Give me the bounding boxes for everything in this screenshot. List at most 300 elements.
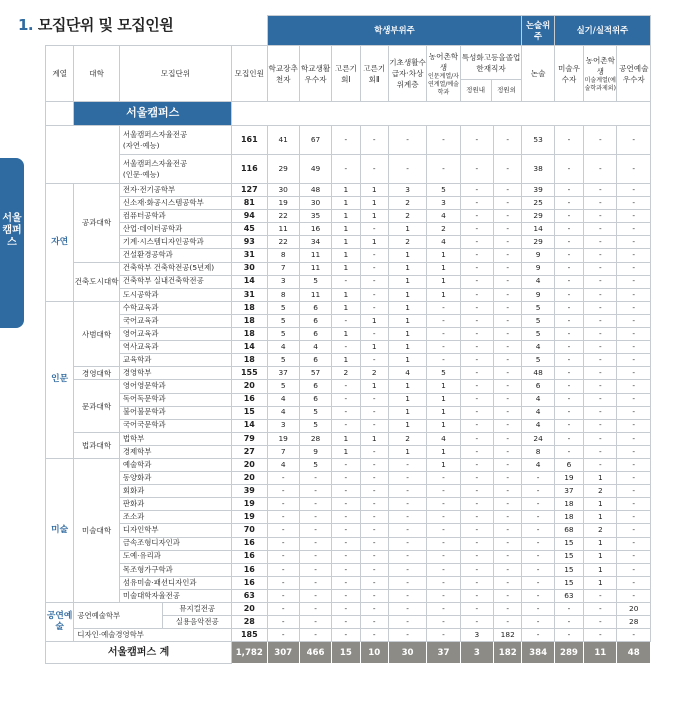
table-row (46, 524, 651, 537)
value-cell: - (360, 537, 388, 550)
unit-cell: 예술학과 (119, 458, 231, 471)
value-cell: - (332, 589, 360, 602)
value-cell: - (494, 458, 522, 471)
value-cell: 2 (360, 367, 388, 380)
value-cell: 5 (299, 275, 331, 288)
side-tab[interactable] (0, 158, 24, 328)
value-cell: 1 (388, 288, 426, 301)
category-cell: 자연 (46, 184, 74, 302)
value-cell: 68 (554, 524, 583, 537)
value-cell: - (360, 498, 388, 511)
unit-cell: 독어독문학과 (119, 393, 231, 406)
value-cell: - (584, 341, 617, 354)
value-cell: - (388, 498, 426, 511)
category-cell (46, 126, 120, 184)
value-cell: 1 (360, 380, 388, 393)
summary-value: 466 (299, 642, 331, 664)
unit-cell: 도시공학과 (119, 288, 231, 301)
value-cell: - (617, 432, 651, 445)
table-row (46, 511, 651, 524)
value-cell: 49 (299, 155, 331, 184)
value-cell: - (494, 155, 522, 184)
value-cell: - (332, 472, 360, 485)
value-cell: 1 (388, 406, 426, 419)
value-cell: 53 (522, 126, 554, 155)
value-cell: - (494, 498, 522, 511)
header-c6-sub: 인문계열/자연계열/예술학과 (427, 72, 459, 96)
value-cell: - (584, 314, 617, 327)
value-cell: - (360, 419, 388, 432)
value-cell: - (584, 419, 617, 432)
value-cell: 4 (522, 393, 554, 406)
value-cell: 1 (388, 262, 426, 275)
value-cell: - (427, 498, 460, 511)
value-cell: - (584, 432, 617, 445)
value-cell: - (554, 629, 583, 642)
value-cell: 5 (267, 328, 299, 341)
value-cell: - (617, 314, 651, 327)
value-cell: 1 (332, 262, 360, 275)
value-cell: 1 (332, 288, 360, 301)
summary-value: 10 (360, 642, 388, 664)
quota-cell: 18 (232, 314, 267, 327)
summary-total: 1,782 (232, 642, 267, 664)
header-c1: 학교장추천자 (267, 46, 299, 102)
value-cell: 1 (388, 301, 426, 314)
value-cell: - (494, 314, 522, 327)
header-quota: 모집인원 (232, 46, 267, 102)
value-cell: 1 (332, 432, 360, 445)
value-cell: 6 (299, 328, 331, 341)
value-cell: - (427, 314, 460, 327)
value-cell: 7 (267, 262, 299, 275)
sub-unit-cell: 뮤지컬전공 (163, 603, 232, 616)
quota-cell: 155 (232, 367, 267, 380)
value-cell: 1 (332, 197, 360, 210)
value-cell: 8 (267, 288, 299, 301)
value-cell: - (332, 616, 360, 629)
summary-value: 307 (267, 642, 299, 664)
value-cell: 1 (360, 432, 388, 445)
unit-cell: 수학교육과 (119, 301, 231, 314)
quota-cell: 45 (232, 223, 267, 236)
value-cell: 1 (332, 236, 360, 249)
value-cell: - (427, 328, 460, 341)
category-cell: 인문 (46, 301, 74, 458)
unit-cell: 기계·시스템디자인공학과 (119, 236, 231, 249)
value-cell: 182 (494, 629, 522, 642)
value-cell: - (427, 550, 460, 563)
sub-unit-cell: 실용음악전공 (163, 616, 232, 629)
value-cell: 1 (360, 236, 388, 249)
unit-cell: 국어국문학과 (119, 419, 231, 432)
value-cell: 6 (522, 380, 554, 393)
value-cell: 1 (584, 472, 617, 485)
unit-cell: 신소재·화공시스템공학부 (119, 197, 231, 210)
quota-cell: 20 (232, 380, 267, 393)
value-cell: - (332, 524, 360, 537)
value-cell: - (360, 406, 388, 419)
header-c6 (427, 46, 460, 102)
value-cell: 57 (299, 367, 331, 380)
value-cell: - (584, 589, 617, 602)
unit-cell: 법학부 (119, 432, 231, 445)
value-cell: 20 (617, 603, 651, 616)
value-cell: - (388, 458, 426, 471)
header-c7-main: 특성화고등을졸업한재직자 (461, 46, 522, 80)
value-cell: 11 (299, 288, 331, 301)
value-cell: 1 (388, 328, 426, 341)
value-cell: - (427, 126, 460, 155)
value-cell: 4 (522, 458, 554, 471)
value-cell: 1 (427, 419, 460, 432)
unit-cell: 경영학부 (119, 367, 231, 380)
value-cell: - (360, 550, 388, 563)
value-cell: - (427, 603, 460, 616)
summary-row (46, 642, 651, 664)
value-cell: - (617, 576, 651, 589)
table-row (46, 589, 651, 602)
value-cell: 1 (427, 249, 460, 262)
value-cell: - (522, 498, 554, 511)
value-cell: - (388, 629, 426, 642)
admission-table (45, 15, 651, 664)
value-cell: - (584, 184, 617, 197)
value-cell: - (494, 445, 522, 458)
value-cell: - (617, 184, 651, 197)
value-cell: - (460, 524, 493, 537)
value-cell: 5 (522, 328, 554, 341)
value-cell: - (460, 301, 493, 314)
value-cell: 5 (522, 354, 554, 367)
summary-value: 11 (584, 642, 617, 664)
value-cell: - (554, 223, 583, 236)
value-cell: - (617, 589, 651, 602)
value-cell: - (584, 406, 617, 419)
value-cell: - (332, 406, 360, 419)
side-tab-label: 서울캠퍼스 (2, 213, 22, 248)
value-cell: - (554, 314, 583, 327)
value-cell: 1 (332, 301, 360, 314)
value-cell: - (554, 393, 583, 406)
value-cell: - (267, 563, 299, 576)
value-cell: 3 (460, 629, 493, 642)
value-cell: - (388, 155, 426, 184)
table-row (46, 576, 651, 589)
value-cell: - (617, 458, 651, 471)
quota-cell: 20 (232, 458, 267, 471)
value-cell: - (554, 236, 583, 249)
value-cell: - (584, 616, 617, 629)
value-cell: - (267, 472, 299, 485)
value-cell: - (332, 563, 360, 576)
value-cell: - (494, 249, 522, 262)
value-cell: - (360, 589, 388, 602)
value-cell: 29 (522, 210, 554, 223)
value-cell: 22 (267, 236, 299, 249)
value-cell: 1 (427, 445, 460, 458)
value-cell: - (617, 380, 651, 393)
value-cell: - (299, 537, 331, 550)
value-cell: - (494, 288, 522, 301)
value-cell: - (494, 236, 522, 249)
value-cell: - (584, 249, 617, 262)
value-cell: - (427, 341, 460, 354)
value-cell: - (522, 589, 554, 602)
table-row (46, 458, 651, 471)
value-cell: - (494, 301, 522, 314)
value-cell: - (494, 367, 522, 380)
value-cell: - (427, 524, 460, 537)
value-cell: - (494, 354, 522, 367)
value-cell: - (522, 603, 554, 616)
table-row (46, 314, 651, 327)
value-cell: - (332, 275, 360, 288)
value-cell: - (494, 550, 522, 563)
value-cell: - (460, 485, 493, 498)
value-cell: - (360, 485, 388, 498)
value-cell: - (617, 367, 651, 380)
value-cell: - (460, 367, 493, 380)
value-cell: 39 (522, 184, 554, 197)
value-cell: - (460, 458, 493, 471)
value-cell: - (299, 550, 331, 563)
table-row (46, 288, 651, 301)
value-cell: - (617, 445, 651, 458)
value-cell: - (460, 393, 493, 406)
value-cell: - (522, 511, 554, 524)
table-row (46, 419, 651, 432)
table-row (46, 210, 651, 223)
value-cell: - (332, 576, 360, 589)
value-cell: - (584, 210, 617, 223)
value-cell: - (332, 380, 360, 393)
value-cell: - (617, 341, 651, 354)
value-cell: - (494, 472, 522, 485)
value-cell: 1 (388, 341, 426, 354)
value-cell: 29 (522, 236, 554, 249)
value-cell: - (427, 563, 460, 576)
value-cell: - (617, 406, 651, 419)
value-cell: - (332, 498, 360, 511)
table-row (46, 197, 651, 210)
table-row (46, 406, 651, 419)
value-cell: 30 (299, 197, 331, 210)
table-row (46, 184, 651, 197)
unit-cell: 디자인·예술경영학부 (74, 629, 232, 642)
table-row (46, 550, 651, 563)
value-cell: - (427, 301, 460, 314)
value-cell: 5 (522, 314, 554, 327)
campus-label: 서울캠퍼스 (74, 102, 232, 126)
value-cell: 2 (388, 236, 426, 249)
unit-cell: 역사교육과 (119, 341, 231, 354)
quota-cell: 31 (232, 288, 267, 301)
value-cell: - (360, 301, 388, 314)
value-cell: - (360, 126, 388, 155)
value-cell: 4 (267, 393, 299, 406)
value-cell: - (584, 328, 617, 341)
value-cell: - (554, 445, 583, 458)
value-cell: - (267, 589, 299, 602)
value-cell: - (267, 576, 299, 589)
value-cell: - (494, 393, 522, 406)
header-c4: 고른기회Ⅱ (360, 46, 388, 102)
value-cell: - (360, 458, 388, 471)
value-cell: - (554, 616, 583, 629)
header-unit: 모집단위 (119, 46, 231, 102)
value-cell: 4 (267, 341, 299, 354)
header-c8: 논술 (522, 46, 554, 102)
summary-label: 서울캠퍼스 계 (46, 642, 232, 664)
value-cell: - (584, 629, 617, 642)
value-cell: 4 (522, 406, 554, 419)
value-cell: - (617, 498, 651, 511)
value-cell: 1 (332, 249, 360, 262)
value-cell: - (522, 576, 554, 589)
value-cell: - (460, 563, 493, 576)
value-cell: 67 (299, 126, 331, 155)
value-cell: - (267, 511, 299, 524)
value-cell: - (554, 249, 583, 262)
value-cell: - (617, 393, 651, 406)
table-row (46, 223, 651, 236)
value-cell: 2 (584, 524, 617, 537)
value-cell: 4 (522, 341, 554, 354)
value-cell: - (522, 616, 554, 629)
value-cell: - (427, 511, 460, 524)
value-cell: - (584, 236, 617, 249)
unit-cell: 동양화과 (119, 472, 231, 485)
table-row (46, 328, 651, 341)
value-cell: - (554, 288, 583, 301)
value-cell: 35 (299, 210, 331, 223)
value-cell: - (554, 184, 583, 197)
value-cell: - (388, 603, 426, 616)
value-cell: - (332, 419, 360, 432)
value-cell: - (388, 537, 426, 550)
value-cell: - (617, 126, 651, 155)
quota-cell: 27 (232, 445, 267, 458)
table-row (46, 367, 651, 380)
value-cell: - (267, 550, 299, 563)
value-cell: - (494, 524, 522, 537)
value-cell: - (460, 314, 493, 327)
value-cell: 4 (427, 432, 460, 445)
value-cell: 48 (299, 184, 331, 197)
value-cell: 5 (522, 301, 554, 314)
value-cell: 18 (554, 498, 583, 511)
value-cell: 2 (388, 210, 426, 223)
value-cell: 5 (267, 314, 299, 327)
value-cell: - (617, 223, 651, 236)
value-cell: - (360, 445, 388, 458)
value-cell: - (460, 288, 493, 301)
value-cell: - (494, 616, 522, 629)
table-row (46, 301, 651, 314)
value-cell: - (554, 367, 583, 380)
value-cell: 15 (554, 576, 583, 589)
value-cell: - (460, 328, 493, 341)
summary-value: 384 (522, 642, 554, 664)
value-cell: - (494, 589, 522, 602)
value-cell: - (360, 616, 388, 629)
value-cell: 19 (267, 197, 299, 210)
value-cell: - (267, 616, 299, 629)
value-cell: - (388, 524, 426, 537)
value-cell: 5 (267, 354, 299, 367)
value-cell: - (460, 236, 493, 249)
value-cell: - (617, 511, 651, 524)
value-cell: - (617, 550, 651, 563)
value-cell: 1 (584, 498, 617, 511)
value-cell: - (332, 603, 360, 616)
value-cell: - (554, 354, 583, 367)
value-cell: 24 (522, 432, 554, 445)
value-cell: - (494, 328, 522, 341)
value-cell: - (460, 589, 493, 602)
value-cell: - (360, 576, 388, 589)
value-cell: - (360, 563, 388, 576)
value-cell: 4 (299, 341, 331, 354)
value-cell: - (460, 155, 493, 184)
unit-cell: 미술대학자율전공 (119, 589, 231, 602)
value-cell: - (554, 380, 583, 393)
value-cell: - (299, 589, 331, 602)
value-cell: - (584, 367, 617, 380)
value-cell: - (460, 511, 493, 524)
unit-cell: 영어교육과 (119, 328, 231, 341)
value-cell: 6 (299, 314, 331, 327)
value-cell: - (494, 603, 522, 616)
value-cell: - (494, 126, 522, 155)
value-cell: - (554, 406, 583, 419)
value-cell: - (584, 603, 617, 616)
summary-value: 30 (388, 642, 426, 664)
value-cell: - (332, 393, 360, 406)
quota-cell: 18 (232, 301, 267, 314)
value-cell: - (360, 603, 388, 616)
table-row (46, 354, 651, 367)
unit-cell: 디자인학부 (119, 524, 231, 537)
value-cell: - (388, 511, 426, 524)
value-cell: - (494, 184, 522, 197)
value-cell: 15 (554, 563, 583, 576)
value-cell: 14 (522, 223, 554, 236)
value-cell: - (584, 393, 617, 406)
value-cell: 5 (299, 458, 331, 471)
college-cell: 경영대학 (74, 367, 120, 380)
table-row (46, 262, 651, 275)
quota-cell: 93 (232, 236, 267, 249)
value-cell: - (332, 155, 360, 184)
quota-cell: 116 (232, 155, 267, 184)
quota-cell: 18 (232, 328, 267, 341)
quota-cell: 18 (232, 354, 267, 367)
value-cell: - (360, 393, 388, 406)
quota-cell: 79 (232, 432, 267, 445)
value-cell: - (299, 511, 331, 524)
value-cell: - (360, 354, 388, 367)
value-cell: 19 (554, 472, 583, 485)
value-cell: - (554, 126, 583, 155)
value-cell: - (494, 275, 522, 288)
value-cell: - (554, 301, 583, 314)
value-cell: 1 (427, 288, 460, 301)
value-cell: - (522, 472, 554, 485)
value-cell: - (617, 472, 651, 485)
value-cell: - (360, 288, 388, 301)
